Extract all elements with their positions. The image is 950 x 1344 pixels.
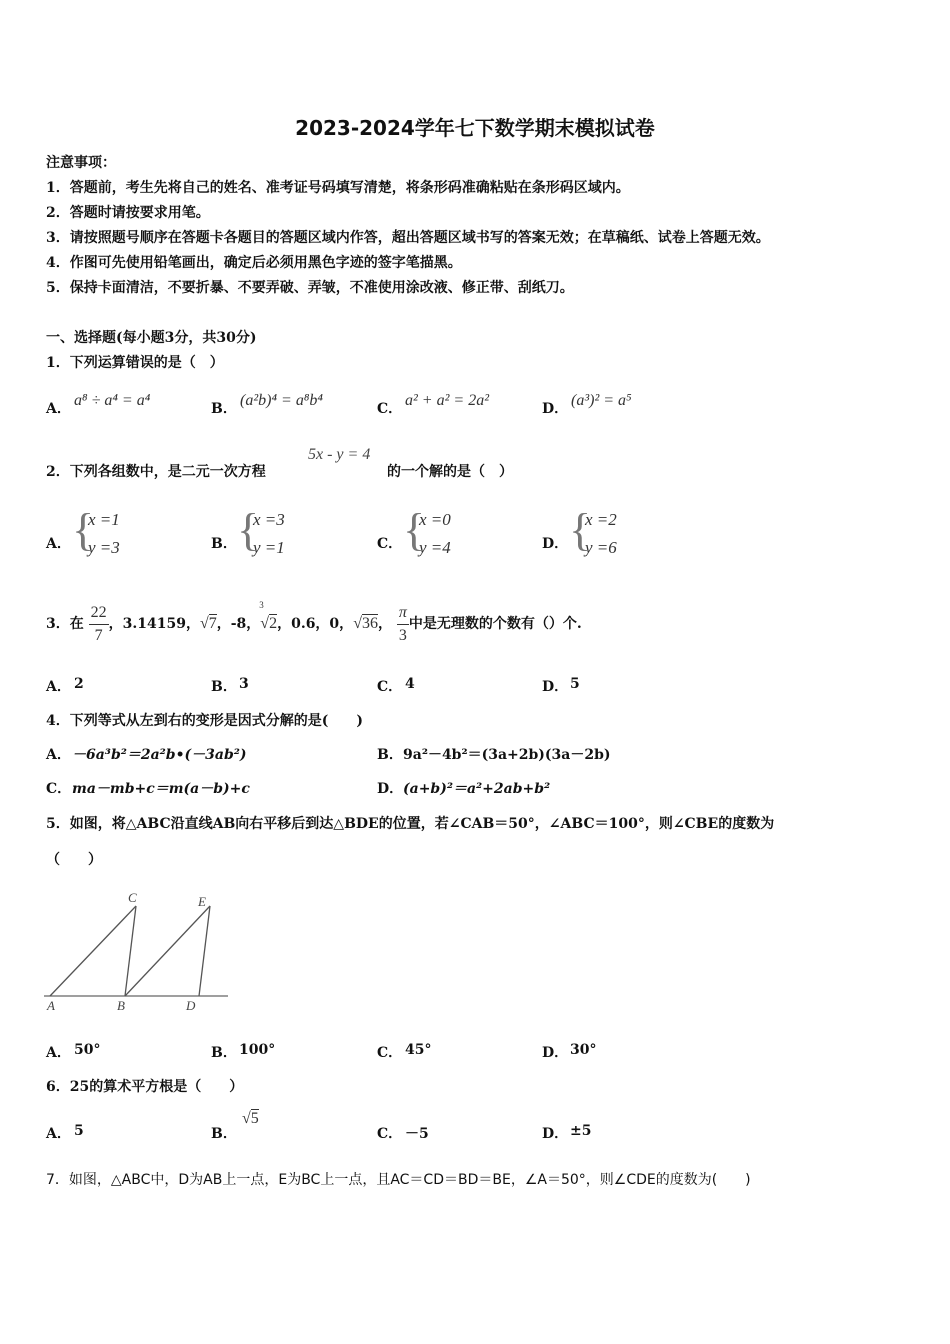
q6-stem: 6．25的算术平方根是（ ） xyxy=(46,1079,244,1095)
q1-label-c: C． xyxy=(377,401,403,417)
q2-option-c-x: x =0 xyxy=(419,510,451,529)
q2-label-b: B． xyxy=(211,536,237,552)
q2-option-a-x: x =1 xyxy=(88,510,120,529)
label-c: C xyxy=(128,890,137,905)
q1-label-b: B． xyxy=(211,401,237,417)
q3-label-d: D． xyxy=(542,679,569,695)
segment-cb xyxy=(125,906,136,996)
q3-option-d: 5 xyxy=(570,676,580,692)
q6-label-c: C． xyxy=(377,1126,403,1142)
q6-label-a: A． xyxy=(46,1126,71,1142)
label-d: D xyxy=(186,998,196,1013)
q5-label-c: C． xyxy=(377,1045,403,1061)
label-e: E xyxy=(198,894,206,909)
q4-label-a: A． xyxy=(46,747,71,763)
q6-label-d: D． xyxy=(542,1126,569,1142)
q3-option-a: 2 xyxy=(74,676,84,692)
q6-option-d: ±5 xyxy=(570,1123,592,1139)
q2-option-b-y: y =1 xyxy=(253,538,285,557)
q5-paren: （ ） xyxy=(46,852,102,868)
q3-frac-22-7: $\frac{22}{7}$ xyxy=(90,603,107,644)
notice-item: 4．作图可先使用铅笔画出，确定后必须用黑色字迹的签字笔描黑。 xyxy=(46,255,462,271)
q6-option-a: 5 xyxy=(74,1123,84,1139)
q4-option-c: ma－mb+c＝m(a－b)+c xyxy=(72,781,250,797)
q6-option-b: √5 xyxy=(242,1110,259,1127)
q5-label-d: D． xyxy=(542,1045,569,1061)
q2-equation: 5x - y = 4 xyxy=(308,446,371,463)
q5-option-a: 50° xyxy=(74,1042,101,1058)
q4-option-a: －6a³b²＝2a²b•(－3ab²) xyxy=(72,747,247,763)
q2-option-b-x: x =3 xyxy=(253,510,285,529)
q5-label-a: A． xyxy=(46,1045,71,1061)
q2-stem-pre: 2．下列各组数中，是二元一次方程 xyxy=(46,464,266,480)
q1-label-a: A． xyxy=(46,401,71,417)
q3-option-c: 4 xyxy=(405,676,415,692)
segment-ac xyxy=(50,906,136,996)
q5-label-b: B． xyxy=(211,1045,237,1061)
q6-option-c: －5 xyxy=(405,1126,429,1142)
q3-sqrt7: √7 xyxy=(199,615,217,632)
q1-option-b: (a²b)⁴ = a⁸b⁴ xyxy=(240,392,323,409)
q2-stem-post: 的一个解的是（ ） xyxy=(387,464,513,480)
q2-option-d-x: x =2 xyxy=(585,510,617,529)
notice-item: 3．请按照题号顺序在答题卡各题目的答题区域内作答，超出答题区域书写的答案无效；在草稿纸、试卷上答题无效。 xyxy=(46,230,770,246)
notice-item: 1．答题前，考生先将自己的姓名、准考证号码填写清楚，将条形码准确粘贴在条形码区域内。 xyxy=(46,180,630,196)
page-title: 2023-2024学年七下数学期末模拟试卷 xyxy=(295,116,655,140)
segment-ed xyxy=(199,906,210,996)
q2-option-a-y: y =3 xyxy=(88,538,120,557)
q1-option-d: (a³)² = a⁵ xyxy=(571,392,632,409)
q1-label-d: D． xyxy=(542,401,569,417)
q2-brace-icon: { xyxy=(72,504,95,555)
q4-label-b: B． xyxy=(377,747,403,763)
section-heading: 一、选择题(每小题3分，共30分) xyxy=(46,330,257,346)
q2-brace-icon: { xyxy=(569,504,592,555)
q4-stem: 4．下列等式从左到右的变形是因式分解的是( ) xyxy=(46,713,363,729)
q2-option-d-y: y =6 xyxy=(585,538,617,557)
q4-option-b: 9a²－4b²＝(3a+2b)(3a－2b) xyxy=(403,747,611,763)
q2-label-a: A． xyxy=(46,536,71,552)
q6-label-b: B． xyxy=(211,1126,237,1142)
q1-option-c: a² + a² = 2a² xyxy=(405,392,489,409)
q4-option-d: (a+b)²＝a²+2ab+b² xyxy=(403,781,551,797)
label-b: B xyxy=(117,998,125,1013)
q1-stem: 1．下列运算错误的是（ ） xyxy=(46,355,224,371)
q3-frac-pi-3: $\frac{\pi}{3}$ xyxy=(398,603,407,644)
label-a: A xyxy=(47,998,55,1013)
q2-brace-icon: { xyxy=(403,504,426,555)
q5-figure xyxy=(40,888,235,1016)
q2-label-c: C． xyxy=(377,536,403,552)
q4-label-d: D． xyxy=(377,781,404,797)
q5-option-d: 30° xyxy=(570,1042,597,1058)
notice-item: 2．答题时请按要求用笔。 xyxy=(46,205,210,221)
q2-brace-icon: { xyxy=(237,504,260,555)
q5-stem: 5．如图，将△ABC沿直线AB向右平移后到达△BDE的位置，若∠CAB＝50°，∠ABC＝100°，则∠CBE的度数为 xyxy=(46,816,775,832)
q5-option-b: 100° xyxy=(239,1042,276,1058)
q3-stem: 3．在 $\frac{22}{7}$ ，3.14159，√7，-8， 3 √2，0.6，0，√36， $\frac{\pi}{3}$ 中是无理数的个数有（）个. xyxy=(46,591,582,657)
q4-label-c: C． xyxy=(46,781,72,797)
q3-sqrt36: √36 xyxy=(353,615,378,632)
q3-cbrt2: 3 √2 xyxy=(259,600,278,632)
q3-num: 3．在 xyxy=(46,616,84,632)
q5-option-c: 45° xyxy=(405,1042,432,1058)
q3-label-b: B． xyxy=(211,679,237,695)
segment-be xyxy=(125,906,210,996)
q3-label-a: A． xyxy=(46,679,71,695)
q2-option-c-y: y =4 xyxy=(419,538,451,557)
notice-heading: 注意事项： xyxy=(46,155,116,171)
notice-item: 5．保持卡面清洁，不要折暴、不要弄破、弄皱，不准使用涂改液、修正带、刮纸刀。 xyxy=(46,280,574,296)
q3-option-b: 3 xyxy=(239,676,249,692)
q2-label-d: D． xyxy=(542,536,569,552)
q7-stem: 7．如图，△ABC中，D为AB上一点，E为BC上一点，且AC＝CD＝BD＝BE，∠A＝50°，则∠CDE的度数为( ) xyxy=(46,1172,751,1188)
q3-label-c: C． xyxy=(377,679,403,695)
q1-option-a: a⁸ ÷ a⁴ = a⁴ xyxy=(74,392,151,409)
